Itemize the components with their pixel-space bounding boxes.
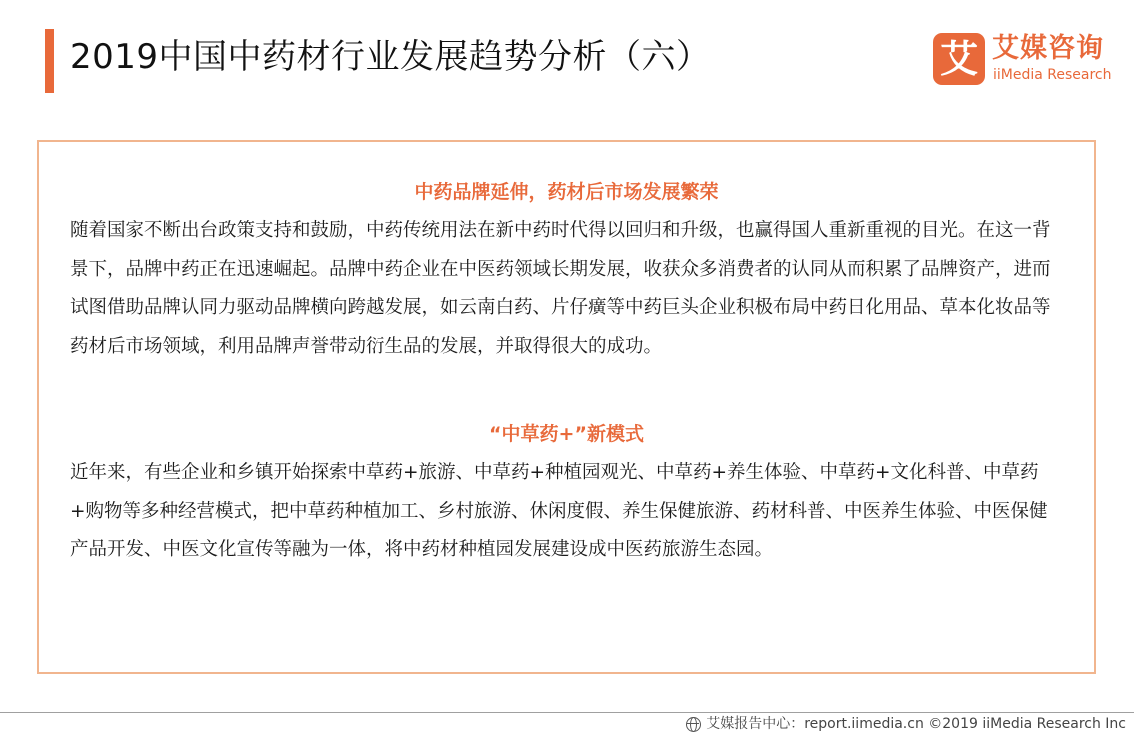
page-title: 2019中国中药材行业发展趋势分析（六） (70, 37, 711, 77)
section-body-new-model: 近年来，有些企业和乡镇开始探索中草药+旅游、中草药+种植园观光、中草药+养生体验、中草药+文化科普、中草药+购物等多种经营模式，把中草药种植加工、乡村旅游、休闲度假、养生保健旅游、药材科普、中医养生体验、中医保健产品开发、中医文化宣传等融为一体，将中药材种植园发展建设成中医药旅游生态园。 (70, 462, 1048, 560)
section-heading-new-model: “中草药+”新模式 (489, 423, 644, 445)
section-body-brand-extension: 随着国家不断出台政策支持和鼓励，中药传统用法在新中药时代得以回归和升级，也赢得国人重新重视的目光。在这一背景下，品牌中药正在迅速崛起。品牌中药企业在中医药领域长期发展，收获众多消费者的认同从而积累了品牌资产，进而试图借助品牌认同力驱动品牌横向跨越发展，如云南白药、片仔癀等中药巨头企业积极布局中药日化用品、草本化妆品等药材后市场领域，利用品牌声誉带动衍生品的发展，并取得很大的成功。 (70, 220, 1051, 357)
content-box (37, 140, 1096, 674)
footer (686, 714, 1126, 734)
logo-name-en: iiMedia Research (993, 67, 1112, 83)
footer-text: 艾媒报告中心：report.iimedia.cn ©2019 iiMedia Research Inc (706, 716, 1126, 732)
footer-divider (0, 712, 1134, 713)
globe-icon (686, 717, 701, 732)
logo-mark: 艾 (933, 33, 985, 85)
section-heading-brand-extension: 中药品牌延伸，药材后市场发展繁荣 (414, 181, 719, 203)
logo-name-cn: 艾媒咨询 (992, 33, 1104, 64)
brand-logo (933, 33, 1113, 85)
title-accent-bar (45, 29, 54, 93)
